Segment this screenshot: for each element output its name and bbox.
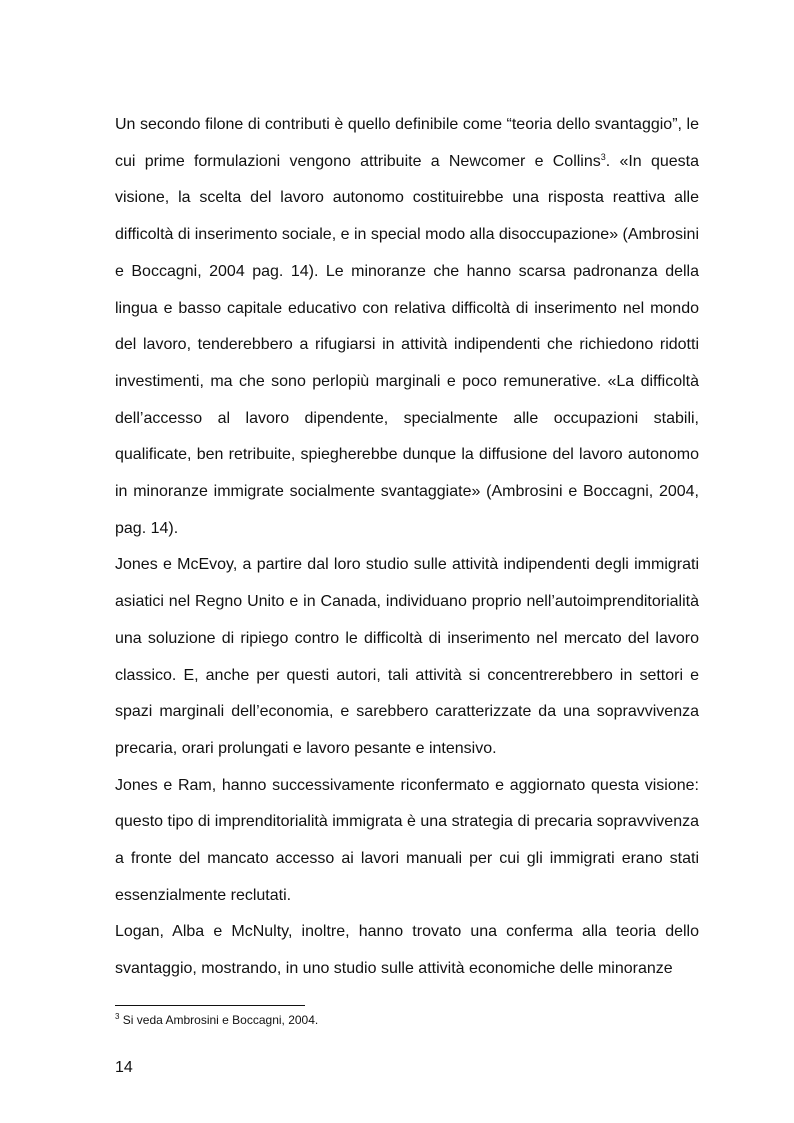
footnote-text: Si veda Ambrosini e Boccagni, 2004. [119, 1013, 319, 1027]
paragraph-text: . «In questa visione, la scelta del lavoro autonomo costituirebbe una risposta reattiva alle difficoltà di inserimento sociale, e in special modo alla disoccupazione» (Ambrosini e Boccagni, 2004 pag. 14). Le minoranze che hanno scarsa padronanza della lingua e basso capitale educativo con relativa difficoltà di inserimento nel mondo del lavoro, tenderebbero a rifugiarsi in attività indipendenti che richiedono ridotti investimenti, ma che sono perlopiù marginali e poco remunerative. «La difficoltà dell’accesso al lavoro dipendente, specialmente alle occupazioni stabili, qualificate, ben retribuite, spiegherebbe dunque la diffusione del lavoro autonomo in minoranze immigrate socialmente svantaggiate» (Ambrosini e Boccagni, 2004, pag. 14). [115, 152, 700, 537]
paragraph-svantaggio [115, 107, 699, 547]
body-text [115, 107, 699, 988]
footnote [115, 1012, 699, 1028]
paragraph-jones-ram: Jones e Ram, hanno successivamente riconfermato e aggiornato questa visione: questo tipo di imprenditorialità immigrata è una strategia di precaria sopravvivenza a fronte del mancato accesso ai lavori manuali per cui gli immigrati erano stati essenzialmente reclutati. [115, 776, 699, 904]
page-number: 14 [115, 1059, 133, 1076]
paragraph-text: Un secondo filone di contributi è quello definibile come “teoria dello svantaggio”, le cui prime formulazioni vengono attribuite a Newcomer e Collins [115, 116, 699, 170]
footnote-separator [115, 1005, 305, 1006]
paragraph-logan-alba: Logan, Alba e McNulty, inoltre, hanno trovato una conferma alla teoria dello svantaggio, mostrando, in uno studio sulle attività economiche delle minoranze [115, 923, 699, 978]
footnote-reference[interactable]: 3 [600, 151, 606, 162]
footnote-marker: 3 [115, 1012, 120, 1021]
paragraph-jones-mcevoy: Jones e McEvoy, a partire dal loro studio sulle attività indipendenti degli immigrati asiatici nel Regno Unito e in Canada, individuano proprio nell’autoimprenditorialità una soluzione di ripiego contro le difficoltà di inserimento nel mercato del lavoro classico. E, anche per questi autori, tali attività si concentrerebbero in settori e spazi marginali dell’economia, e sarebbero caratterizzate da una sopravvivenza precaria, orari prolungati e lavoro pesante e intensivo. [115, 556, 699, 757]
